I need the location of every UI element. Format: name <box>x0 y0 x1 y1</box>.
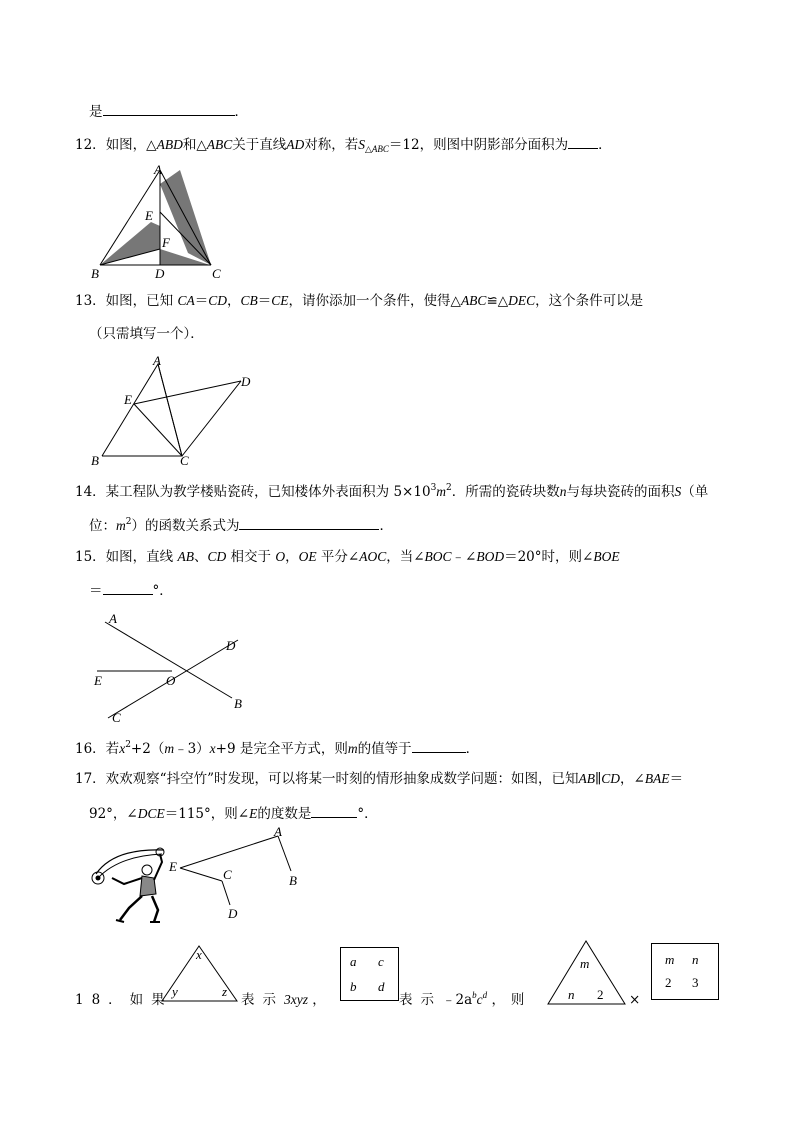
q17-label-c: C <box>223 867 232 882</box>
q15-label-b: B <box>234 696 242 711</box>
svg-text:2: 2 <box>597 987 604 1002</box>
q14-line2: 位：$m^2$）的函数关系式为 ． <box>89 517 393 534</box>
q17-label-e: E <box>169 859 177 874</box>
q18-triangle-1 <box>160 944 240 1004</box>
q17-line2: 92°，∠DCE＝115°，则∠E的度数是 °． <box>89 803 378 823</box>
svg-text:m: m <box>665 952 675 967</box>
q13-label-a: A <box>153 353 161 368</box>
q13-figure <box>86 352 266 472</box>
q18-line: 18．如果 <box>75 992 173 1008</box>
q12-label-c: C <box>212 266 221 281</box>
q12-line: 12．如图，△ABD和△ABC关于直线AD对称，若$S_{\triangle ABC}=12$，则图中阴影部分面积为 ． <box>75 134 612 154</box>
q15-answer-blank[interactable] <box>103 580 153 595</box>
q15-label-e: E <box>94 673 102 688</box>
q13-label-e: E <box>124 392 132 407</box>
q11-tail: 是 <box>89 104 103 120</box>
q15-label-a: A <box>109 611 117 626</box>
q17-figure <box>165 825 315 925</box>
svg-text:2: 2 <box>665 975 672 990</box>
svg-text:n: n <box>568 987 575 1002</box>
q14-answer-blank[interactable] <box>239 515 379 530</box>
svg-text:y: y <box>172 984 178 999</box>
q14-line1: 14．某工程队为教学楼贴瓷砖，已知楼体外表面积为 $5\times 10^3m^2$．所需的瓷砖块数n与每块瓷砖的面积S（单 <box>75 483 709 500</box>
q15-label-o: O <box>166 673 176 688</box>
q13-label-b: B <box>91 453 99 468</box>
q12-label-d: D <box>155 266 165 281</box>
q15-line2: ＝ °． <box>89 580 173 600</box>
q18-text-2: 表示$﹣2a^bc^d$ ，则 <box>399 990 531 1008</box>
q11-line: 是 ． <box>89 101 248 121</box>
q12-answer-blank[interactable] <box>568 134 598 149</box>
q18-box-1-letters <box>340 947 397 999</box>
svg-text:b: b <box>350 979 357 994</box>
q13-label-c: C <box>180 453 189 468</box>
q16-answer-blank[interactable] <box>412 738 466 753</box>
svg-text:d: d <box>378 979 385 994</box>
q12-label-f: F <box>162 235 170 250</box>
q17-line1: 17．欢欢观察“抖空竹”时发现，可以将某一时刻的情形抽象成数学问题：如图，已知AB∥CD，∠BAE＝ <box>75 771 684 787</box>
q12-label-a: A <box>154 162 162 177</box>
svg-text:a: a <box>350 954 357 969</box>
q13-line1: 13．如图，已知 CA＝CD，CB＝CE，请你添加一个条件，使得△ABC≌△DEC，这个条件可以是 <box>75 293 644 309</box>
q12-figure <box>88 160 228 285</box>
q17-label-b: B <box>289 873 297 888</box>
q13-label-d: D <box>241 374 251 389</box>
svg-text:n: n <box>692 952 699 967</box>
q17-label-a: A <box>274 824 282 839</box>
q18-box-2-letters <box>651 943 717 998</box>
svg-text:c: c <box>378 954 384 969</box>
q15-label-d: D <box>226 638 236 653</box>
q13-line2: （只需填写一个）． <box>89 326 204 342</box>
svg-text:x: x <box>196 947 202 962</box>
q15-label-c: C <box>112 710 121 725</box>
q17-label-d: D <box>228 906 238 921</box>
q12-label-b: B <box>91 266 99 281</box>
q15-line1: 15．如图，直线 AB、CD 相交于 O，OE 平分∠AOC，当∠BOC﹣∠BOD＝20°时，则∠BOE <box>75 549 620 565</box>
svg-text:m: m <box>580 956 590 971</box>
q18-triangle-2 <box>546 939 628 1007</box>
q12-label-e: E <box>145 208 153 223</box>
q18-times: × <box>629 992 641 1008</box>
q15-figure <box>90 610 260 730</box>
q18-text-1: 表示3xyz ， <box>241 992 326 1008</box>
q11-answer-blank[interactable] <box>103 101 235 116</box>
q17-answer-blank[interactable] <box>311 803 357 818</box>
q16-line: 16．若$x^2+2(m﹣3)x+9$ 是完全平方式，则m的值等于 ． <box>75 740 480 757</box>
svg-text:3: 3 <box>692 975 699 990</box>
svg-text:z: z <box>222 984 228 999</box>
